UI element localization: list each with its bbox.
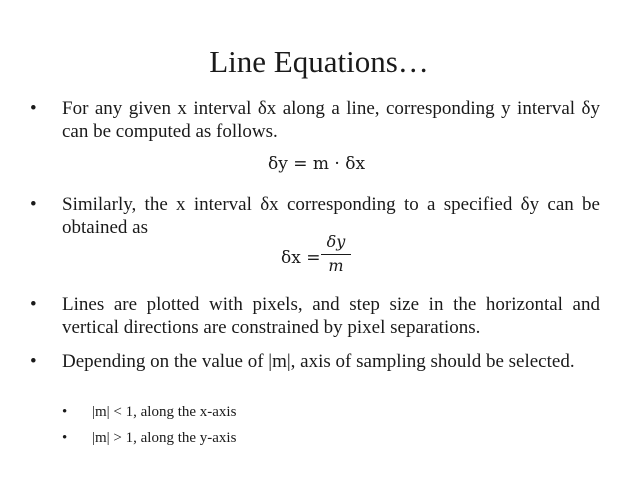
equation-dx-fraction [319,232,353,276]
bullet-marker: • [30,98,37,119]
equation-dy: δy = m · δx [268,154,366,174]
bullet-marker: • [30,351,37,372]
bullet-item-4 [30,350,600,373]
sub-bullet-item-2 [62,429,237,448]
sub-bullet-item-1 [62,403,237,422]
bullet-item-1 [30,97,600,143]
sub-bullet-text: |m| > 1, along the y-axis [92,430,237,446]
equation-dx-lhs: δx = [281,248,321,268]
bullet-text: For any given x interval δx along a line, corresponding y interval δy can be computed as follows. [62,98,600,142]
fraction-bar [321,254,351,255]
fraction-denominator: m [328,256,344,275]
sub-bullet-marker: • [62,430,68,446]
bullet-marker: • [30,194,37,215]
slide-title: Line Equations… [209,44,429,79]
bullet-text: Lines are plotted with pixels, and step size in the horizontal and vertical directions are constrained by pixel separations. [62,294,600,338]
bullet-marker: • [30,294,37,315]
bullet-text: Depending on the value of |m|, axis of sampling should be selected. [62,351,575,372]
sub-bullet-text: |m| < 1, along the x-axis [92,404,237,420]
bullet-text: Similarly, the x interval δx corresponding to a specified δy can be obtained as [62,194,600,238]
fraction-numerator: δy [326,232,346,251]
bullet-item-2 [30,193,600,239]
bullet-item-3 [30,293,600,339]
sub-bullet-marker: • [62,404,68,420]
